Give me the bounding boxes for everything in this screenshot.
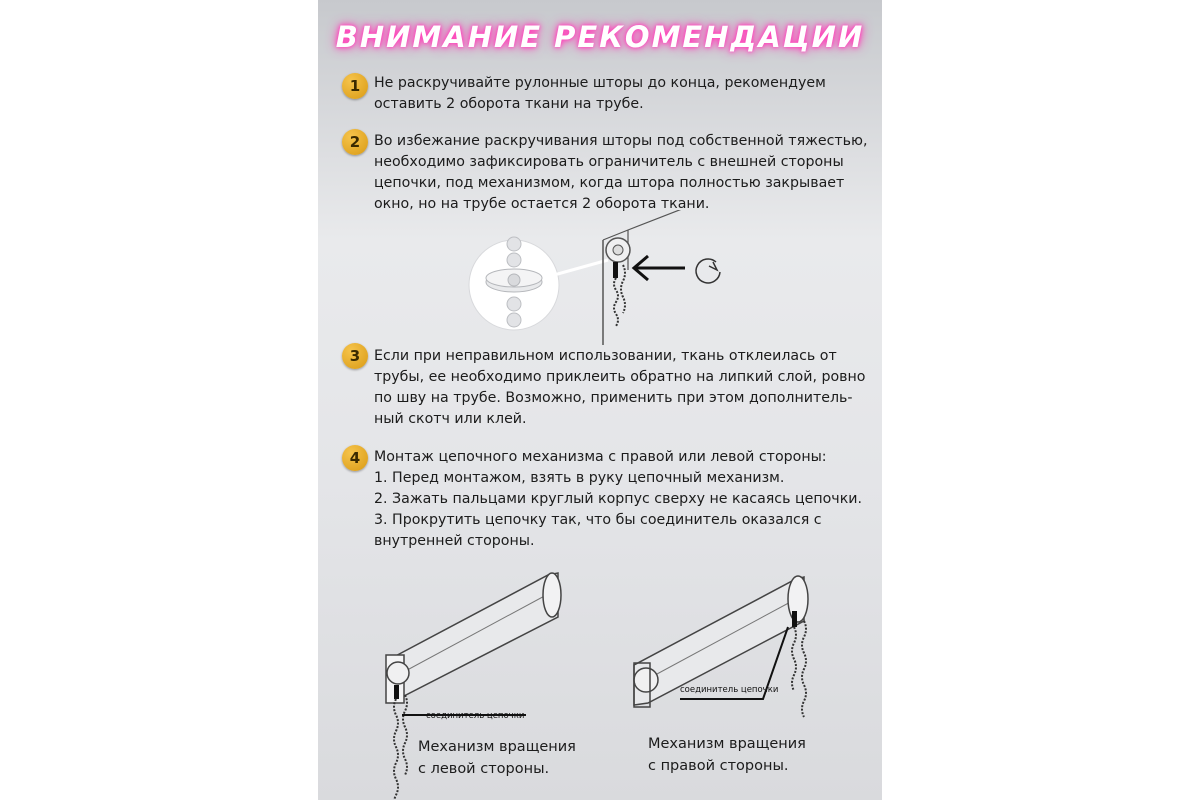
magnifier-pointer bbox=[554, 260, 608, 275]
right-caption-line: с правой стороны. bbox=[648, 758, 789, 774]
step-4-line: 2. Зажать пальцами круглый корпус сверху не касаясь цепочки. bbox=[374, 491, 862, 507]
right-connector-label: соединитель цепочки bbox=[680, 685, 779, 695]
step-4-badge: 4 bbox=[342, 445, 368, 471]
right-roller-icon bbox=[634, 576, 808, 717]
step-1-line: оставить 2 оборота ткани на трубе. bbox=[374, 96, 644, 112]
step-1-line: Не раскручивайте рулонные шторы до конца, рекомендуем bbox=[374, 75, 826, 91]
step-2-line: Во избежание раскручивания шторы под собственной тяжестью, bbox=[374, 133, 868, 149]
stopper-ring-icon bbox=[486, 269, 542, 292]
right-caption-line: Механизм вращения bbox=[648, 736, 806, 752]
step-2-line: необходимо зафиксировать ограничитель с внешней стороны bbox=[374, 154, 844, 170]
left-caption-line: с левой стороны. bbox=[418, 761, 550, 777]
step-3-line: Если при неправильном использовании, ткань отклеилась от bbox=[374, 348, 837, 364]
arrow-icon bbox=[634, 256, 685, 280]
step-2-line: цепочки, под механизмом, когда штора полностью закрывает bbox=[374, 175, 845, 191]
step-4-line: 1. Перед монтажом, взять в руку цепочный механизм. bbox=[374, 470, 785, 486]
step-2-badge: 2 bbox=[342, 129, 368, 155]
page-title: ВНИМАНИЕ РЕКОМЕНДАЦИИ bbox=[335, 20, 865, 54]
chain-stopper-illustration bbox=[318, 210, 882, 350]
step-3-line: ный скотч или клей. bbox=[374, 411, 527, 427]
step-4-text bbox=[374, 447, 864, 552]
step-2-text bbox=[374, 131, 868, 215]
step-1-text bbox=[374, 73, 864, 115]
step-4-line: 3. Прокрутить цепочку так, что бы соединитель оказался с bbox=[374, 512, 822, 528]
step-2-line: окно, но на трубе остается 2 оборота ткани. bbox=[374, 196, 710, 212]
step-3-text bbox=[374, 346, 864, 430]
step-4-line: Монтаж цепочного механизма с правой или левой стороны: bbox=[374, 449, 827, 465]
step-3-line: трубы, ее необходимо приклеить обратно на липкий слой, ровно bbox=[374, 369, 866, 385]
step-3-line: по шву на трубе. Возможно, применить при этом дополнитель- bbox=[374, 390, 853, 406]
left-caption bbox=[418, 736, 576, 780]
step-3-badge: 3 bbox=[342, 343, 368, 369]
left-caption-line: Механизм вращения bbox=[418, 739, 576, 755]
rotate-icon bbox=[696, 259, 720, 283]
step-1-badge: 1 bbox=[342, 73, 368, 99]
instruction-sheet bbox=[318, 0, 882, 800]
roller-mechanism-icon bbox=[603, 210, 718, 345]
right-caption bbox=[648, 733, 806, 777]
left-connector-label: соединитель цепочки bbox=[426, 711, 525, 721]
step-4-line: внутренней стороны. bbox=[374, 533, 535, 549]
